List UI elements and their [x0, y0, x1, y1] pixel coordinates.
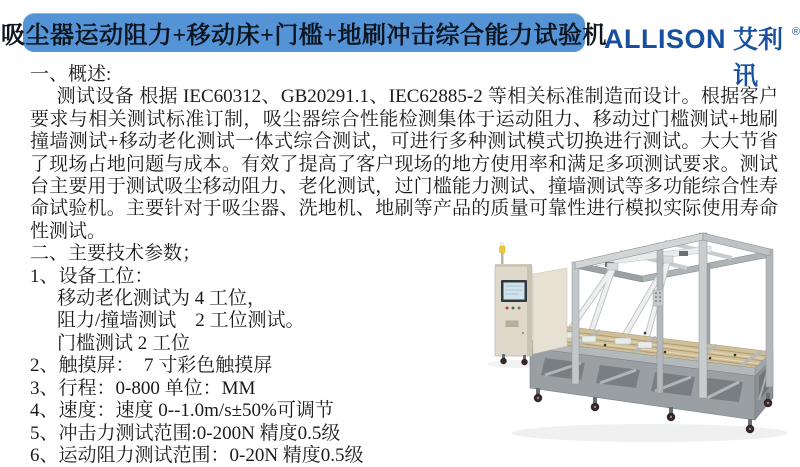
page-title: 吸尘器运动阻力+移动床+门槛+地刷冲击综合能力试验机 [0, 23, 608, 49]
spec-line: 5、冲击力测试范围:0-200N 精度0.5级 [30, 422, 341, 444]
overview-heading: 一、概述: [30, 64, 112, 85]
brand-logo-chinese: 艾利讯 [733, 26, 784, 90]
spec-line: 移动老化测试为 4 工位， [57, 288, 267, 310]
spec-line: 阻力/撞墙测试 2 工位测试。 [57, 310, 305, 332]
spec-line: 6、运动阻力测试范围：0-20N 精度0.5级 [30, 444, 364, 466]
spec-line: 3、行程：0-800 单位：MM [30, 377, 256, 399]
brand-logo-latin: ALLISON [604, 24, 726, 54]
spec-line: 1、设备工位： [30, 265, 154, 287]
spec-line: 门槛测试 2 工位 [57, 332, 191, 354]
spec-line: 2、触摸屏： 7 寸彩色触摸屏 [30, 355, 273, 377]
registered-trademark-icon: ® [791, 26, 800, 38]
overview-paragraph: 测试设备 根据 IEC60312、GB20291.1、IEC62885-2 等相关标准制造而设计。根据客户要求与相关测试标准订制，吸尘器综合性能检测集体于运动阻力、移动过门槛测试+地刷撞墙测试+移动老化测试一体式综合测试，可进行多种测试模式切换进行测试。大大节省了现场占地问题与成本。有效了提高了客户现场的地方使用率和满足多项测试要求。测试台主要用于测试吸尘移动阻力、老化测试，过门槛能力测试、撞墙测试等多功能综合性寿命试验机。主要针对于吸尘器、洗地机、地刷等产品的质量可靠性进行模拟实际使用寿命性测试。 [30, 86, 778, 242]
title-banner [0, 13, 608, 52]
specs-heading: 二、主要技术参数； [30, 243, 202, 265]
spec-line: 4、速度：速度 0--1.0m/s±50%可调节 [30, 400, 334, 422]
document-body [30, 64, 778, 467]
